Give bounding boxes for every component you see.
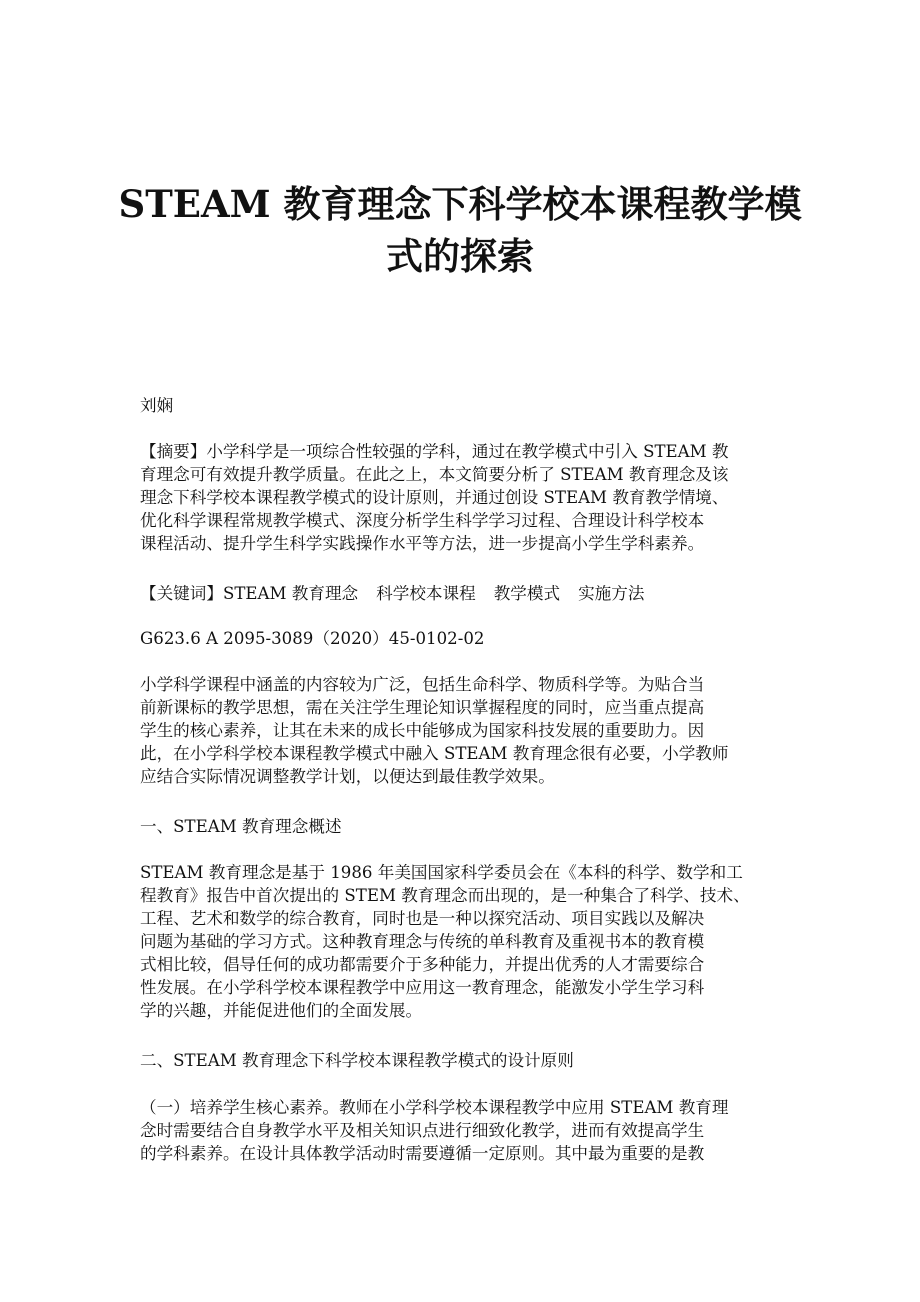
section1-line: 问题为基础的学习方式。这种教育理念与传统的单科教育及重视书本的教育模	[140, 932, 705, 951]
abstract-line: 理念下科学校本课程教学模式的设计原则，并通过创设 STEAM 教育教学情境、	[140, 488, 729, 507]
keywords-label: 【关键词】	[140, 584, 223, 603]
section1-line: 性发展。在小学科学校本课程教学中应用这一教育理念，能激发小学生学习科	[140, 978, 705, 997]
section1-line: 学的兴趣，并能促进他们的全面发展。	[140, 1001, 423, 1020]
keyword-item: STEAM 教育理念	[222, 584, 359, 603]
author-name: 刘娴	[140, 396, 174, 415]
intro-line: 此，在小学科学校本课程教学模式中融入 STEAM 教育理念很有必要，小学教师	[140, 744, 729, 763]
section-heading-2: 二、STEAM 教育理念下科学校本课程教学模式的设计原则	[140, 1051, 574, 1070]
intro-line: 前新课标的教学思想，需在关注学生理论知识掌握程度的同时，应当重点提高	[140, 698, 705, 717]
section2-line: （一）培养学生核心素养。教师在小学科学校本课程教学中应用 STEAM 教育理	[140, 1098, 729, 1117]
section1-line: 式相比较，倡导任何的成功都需要介于多种能力，并提出优秀的人才需要综合	[140, 955, 705, 974]
section2-line: 的学科素养。在设计具体教学活动时需要遵循一定原则。其中最为重要的是教	[140, 1144, 705, 1163]
abstract-line: 课程活动、提升学生科学实践操作水平等方法，进一步提高小学生学科素养。	[140, 534, 705, 553]
abstract-line: 【摘要】小学科学是一项综合性较强的学科，通过在教学模式中引入 STEAM 教	[140, 442, 729, 461]
abstract-line: 育理念可有效提升教学质量。在此之上，本文简要分析了 STEAM 教育理念及该	[140, 465, 729, 484]
abstract-line: 优化科学课程常规教学模式、深度分析学生科学学习过程、合理设计科学校本	[140, 511, 705, 530]
keyword-item: 实施方法	[578, 584, 645, 603]
section1-paragraph	[140, 861, 776, 1022]
section2-paragraph	[140, 1096, 776, 1165]
section2-line: 念时需要结合自身教学水平及相关知识点进行细致化教学，进而有效提高学生	[140, 1121, 705, 1140]
intro-paragraph	[140, 673, 776, 788]
keyword-item: 教学模式	[493, 584, 561, 603]
intro-line: 应结合实际情况调整教学计划，以便达到最佳教学效果。	[140, 767, 555, 786]
paper-title	[100, 178, 820, 282]
intro-line: 小学科学课程中涵盖的内容较为广泛，包括生命科学、物质科学等。为贴合当	[140, 675, 705, 694]
keywords-line	[140, 582, 776, 605]
abstract-paragraph	[140, 440, 776, 555]
keyword-item: 科学校本课程	[376, 584, 476, 603]
title-line: STEAM 教育理念下科学校本课程教学模	[118, 182, 802, 226]
classification-code: G623.6 A 2095-3089（2020）45-0102-02	[140, 629, 485, 648]
intro-line: 学生的核心素养，让其在未来的成长中能够成为国家科技发展的重要助力。因	[140, 721, 705, 740]
section1-line: 工程、艺术和数学的综合教育，同时也是一种以探究活动、项目实践以及解决	[140, 909, 705, 928]
section-heading-1: 一、STEAM 教育理念概述	[140, 817, 342, 836]
section1-line: STEAM 教育理念是基于 1986 年美国国家科学委员会在《本科的科学、数学和工	[140, 863, 743, 882]
section1-line: 程教育》报告中首次提出的 STEM 教育理念而出现的，是一种集合了科学、技术、	[140, 886, 750, 905]
title-line: 式的探索	[386, 234, 534, 278]
